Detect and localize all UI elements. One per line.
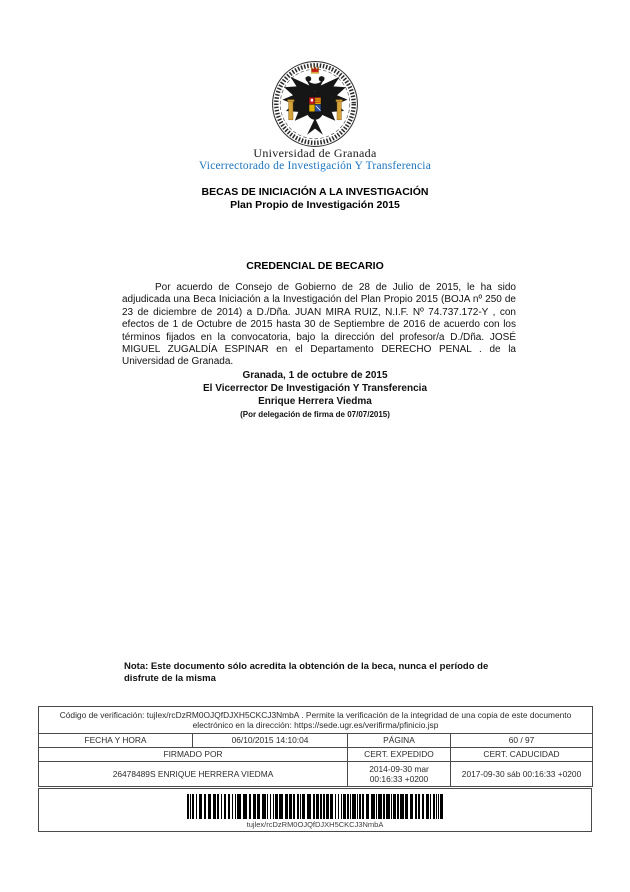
barcode-box — [38, 788, 592, 832]
program-subtitle: Plan Propio de Investigación 2015 — [230, 199, 400, 211]
barcode — [187, 794, 443, 819]
label-cert-caducidad: CERT. CADUCIDAD — [451, 748, 593, 762]
value-firmado-por: 26478489S ENRIQUE HERRERA VIEDMA — [39, 762, 348, 787]
document-title: CREDENCIAL DE BECARIO — [246, 260, 384, 272]
label-firmado-por: FIRMADO POR — [39, 748, 348, 762]
signature-role: El Vicerrector De Investigación Y Transferencia — [203, 383, 427, 394]
signature-delegation: (Por delegación de firma de 07/07/2015) — [240, 410, 390, 419]
verification-table — [38, 706, 593, 787]
label-cert-expedido: CERT. EXPEDIDO — [348, 748, 451, 762]
university-name: Universidad de Granada — [253, 146, 377, 160]
value-cert-expedido: 2014-09-30 mar 00:16:33 +0200 — [348, 762, 451, 787]
value-fecha-y-hora: 06/10/2015 14:10:04 — [193, 734, 348, 748]
label-pagina: PÁGINA — [348, 734, 451, 748]
label-fecha-y-hora: FECHA Y HORA — [39, 734, 193, 748]
program-title: BECAS DE INICIACIÓN A LA INVESTIGACIÓN — [201, 186, 429, 198]
signature-place-date: Granada, 1 de octubre de 2015 — [242, 370, 388, 381]
office-name: Vicerrectorado de Investigación Y Transferencia — [198, 160, 432, 172]
barcode-label: tujlex/rcDzRM0OJQfDJXH5CKCJ3NmbA — [246, 820, 384, 829]
value-pagina: 60 / 97 — [451, 734, 593, 748]
verification-code-line: Código de verificación: tujlex/rcDzRM0OJQfDJXH5CKCJ3NmbA . Permite la verificación de la integridad de una copia de este documento electrónico en la dirección: https://sede.ugr.es/verifirma/pfinicio.jsp — [39, 707, 593, 734]
body-paragraph: Por acuerdo de Consejo de Gobierno de 28 de Julio de 2015, le ha sido adjudicada una Beca Iniciación a la Investigación del Plan Propio 2015 (BOJA nº 250 de 23 de diciembre de 2014) a D./Dña. JUAN MIRA RUIZ, N.I.F. Nº 74.737.172-Y , con efectos de 1 de Octubre de 2015 hasta 30 de Septiembre de 2016 de acuerdo con los términos fijados en la convocatoria, bajo la dirección del profesor/a D./Dña. JOSÉ MIGUEL ZUGALDÍA ESPINAR en el Departamento DERECHO PENAL . de la Universidad de Granada. — [122, 282, 516, 368]
university-seal-logo — [271, 60, 359, 148]
footer-note: Nota: Este documento sólo acredita la obtención de la beca, nunca el período de disfrute de la misma — [124, 661, 489, 684]
signature-name: Enrique Herrera Viedma — [258, 396, 372, 407]
signature-block — [0, 369, 630, 421]
value-cert-caducidad: 2017-09-30 sáb 00:16:33 +0200 — [451, 762, 593, 787]
